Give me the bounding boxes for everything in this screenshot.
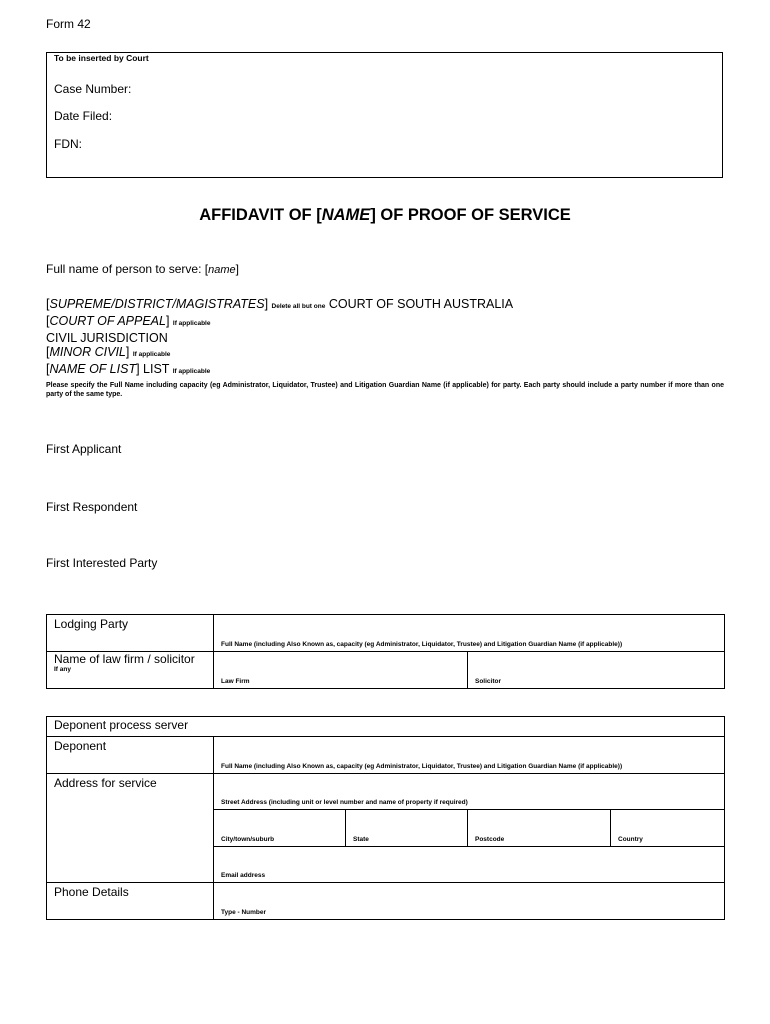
phone-details-label: Phone Details: [54, 885, 129, 899]
deponent-label: Deponent: [54, 739, 107, 753]
full-name-hint: Full Name (including Also Known as, capacity (eg Administrator, Liquidator, Trustee) and Litigation Guardian Name (if applicable)): [221, 763, 623, 770]
deponent-table: [46, 716, 725, 920]
date-filed-label: Date Filed:: [54, 109, 113, 123]
deponent-label-cell: [47, 737, 214, 774]
postcode-hint: Postcode: [475, 836, 505, 843]
phone-hint: Type - Number: [221, 909, 267, 916]
court-line-1: [SUPREME/DISTRICT/MAGISTRATES] Delete all but one COURT OF SOUTH AUSTRALIA: [46, 297, 514, 311]
court-name: COURT OF SOUTH AUSTRALIA: [328, 297, 514, 311]
phone-field[interactable]: [214, 883, 725, 920]
list-name-placeholder: NAME OF LIST: [49, 362, 137, 376]
first-respondent-label: First Respondent: [46, 500, 138, 514]
street-address-field[interactable]: [214, 774, 725, 810]
delete-note: Delete all but one: [271, 303, 326, 310]
person-name-placeholder[interactable]: name: [208, 264, 236, 276]
case-number-label: Case Number:: [54, 82, 132, 96]
court-line-3: CIVIL JURISDICTION: [46, 331, 168, 345]
law-firm-label-cell: [47, 652, 214, 689]
person-to-serve: [46, 262, 239, 276]
title-name-placeholder: NAME: [321, 206, 371, 224]
lodging-party-name-field[interactable]: [214, 615, 725, 652]
form-label: Form 42: [46, 17, 91, 31]
lodging-party-label: Lodging Party: [54, 617, 129, 631]
if-applicable-note: If applicable: [132, 351, 171, 358]
party-instructions: Please specify the Full Name including capacity (eg Administrator, Liquidator, Trustee) and Litigation Guardian Name (if applicable) for party. Each party should include a party number if more than one party of the same type.: [46, 382, 724, 398]
solicitor-field[interactable]: [468, 652, 725, 689]
if-applicable-note: If applicable: [172, 368, 211, 375]
lodging-party-label-cell: [47, 615, 214, 652]
city-hint: City/town/suburb: [221, 836, 275, 843]
country-hint: Country: [618, 836, 643, 843]
lodging-party-table: [46, 614, 725, 689]
court-heading-block: [46, 297, 513, 379]
if-any-note: If any: [54, 666, 71, 673]
title-prefix: AFFIDAVIT OF [: [199, 206, 322, 224]
list-word: LIST: [143, 362, 170, 376]
email-hint: Email address: [221, 872, 266, 879]
court-line-4: [MINOR CIVIL] If applicable: [46, 345, 171, 359]
court-box-heading: To be inserted by Court: [54, 53, 149, 63]
deponent-name-field[interactable]: [214, 737, 725, 774]
court-type-placeholder: SUPREME/DISTRICT/MAGISTRATES: [49, 297, 265, 311]
deponent-heading-cell: [47, 717, 725, 737]
solicitor-hint: Solicitor: [475, 678, 502, 685]
fdn-label: FDN:: [54, 137, 82, 151]
court-line-5: [NAME OF LIST] LIST If applicable: [46, 362, 211, 376]
deponent-process-server-heading: Deponent process server: [54, 718, 189, 732]
first-applicant-label: First Applicant: [46, 442, 122, 456]
country-field[interactable]: [611, 810, 725, 847]
address-label-cell: [47, 774, 214, 883]
city-field[interactable]: [214, 810, 346, 847]
title-suffix: ] OF PROOF OF SERVICE: [370, 206, 571, 224]
person-to-serve-label: Full name of person to serve: [: [46, 262, 209, 276]
person-to-serve-close: ]: [235, 262, 239, 276]
law-firm-field[interactable]: [214, 652, 468, 689]
street-address-hint: Street Address (including unit or level number and name of property if required): [221, 799, 468, 806]
if-applicable-note: If applicable: [172, 320, 211, 327]
law-firm-hint: Law Firm: [221, 678, 250, 685]
court-of-appeal-placeholder: COURT OF APPEAL: [49, 314, 166, 328]
address-for-service-label: Address for service: [54, 776, 157, 790]
full-name-hint: Full Name (including Also Known as, capacity (eg Administrator, Liquidator, Trustee) and Litigation Guardian Name (if applicable)): [221, 641, 623, 648]
state-hint: State: [353, 836, 369, 843]
postcode-field[interactable]: [468, 810, 611, 847]
state-field[interactable]: [346, 810, 468, 847]
phone-label-cell: [47, 883, 214, 920]
court-line-2: [COURT OF APPEAL] If applicable: [46, 314, 211, 328]
law-firm-solicitor-label: Name of law firm / solicitor: [54, 652, 195, 666]
email-field[interactable]: [214, 847, 725, 883]
page-title: [0, 206, 770, 225]
minor-civil-placeholder: MINOR CIVIL: [49, 345, 126, 359]
court-use-box: [46, 52, 723, 178]
first-interested-party-label: First Interested Party: [46, 556, 158, 570]
